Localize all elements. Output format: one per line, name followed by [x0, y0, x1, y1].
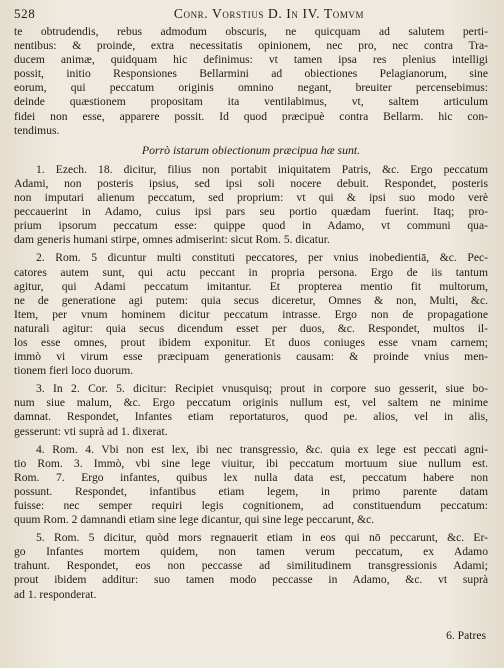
text-line: tio Rom. 3. Immò, vbi sine lege viuitur, ibi peccatum mortuum siue nullum est.	[14, 456, 488, 470]
body-text	[14, 25, 488, 602]
text-line: naturali agitur: quia secus dicendum esset per duos, &c. Respondet, multos il-	[14, 321, 488, 335]
section-heading: Porrò istarum obiectionum præcipua hæ sunt.	[141, 142, 361, 157]
text-line: quum Rom. 2 damnandi etiam sine lege dicantur, qui sine lege peccarunt, &c.	[14, 513, 375, 527]
page-header	[14, 6, 488, 22]
text-line: agitur, qui Adami peccatum imitantur. Et propterea mentio fit multorum,	[14, 279, 488, 293]
text-line: fidei non esse, apparere possit. Id quod præcipuè contra Bellarm. hic con-	[14, 109, 488, 123]
numbered-paragraph-3	[14, 382, 488, 438]
text-line: prium ipsorum peccatum esse: quippe quod in Adamo, vt communi qua-	[14, 219, 488, 233]
text-line: ducem animæ, quidquam hic definimus: vt tamen ipsa res plenius intelligi	[14, 53, 488, 67]
text-line: Rom. 7. Ergo infantes, quibus lex nulla data est, peccatum habere non	[14, 470, 488, 484]
text-line: prout ibidem additur: suo tamen modo peccasse in Adamo, &c. vt suprà	[14, 573, 488, 587]
text-line: num siue malum, &c. Ergo peccatum originis nullum est, vel saltem ne minime	[14, 396, 488, 410]
catchword: 6. Patres	[446, 629, 486, 642]
intro-paragraph	[14, 25, 488, 138]
text-line: los esse omnes, prout ibidem exponitur. Et duos coniuges esse vnam carnem;	[14, 335, 488, 349]
text-line: ne de generatione agi putem: quia secus diceretur, Omnes & non, Multi, &c.	[14, 293, 488, 307]
text-line: tendimus.	[14, 123, 60, 137]
text-line: damnat. Respondet, Infantes etiam reportaturos, quod pe. alios, vel in alis,	[14, 410, 488, 424]
text-line: Adami, non posteris ipsius, sed ipsi soli nocere debuit. Respondet, posteris	[14, 176, 488, 190]
numbered-paragraph-5	[14, 531, 488, 601]
numbered-paragraph-1	[14, 163, 488, 248]
text-line: ad 1. responderat.	[14, 587, 97, 601]
text-line: possunt. Respondet, infantibus etiam legem, in primo parente datam	[14, 484, 488, 498]
numbered-paragraph-4	[14, 443, 488, 528]
text-line: dam generis humani stirpe, omnes admiserint: sicut Rom. 5. dicatur.	[14, 233, 330, 247]
text-line: nentibus: & proinde, extra necessitatis opinionem, nec pro, nec contra Tra-	[14, 39, 488, 53]
text-line: Item, per vnum hominem dicitur peccatum intrasse. Ergo non de propagatione	[14, 307, 488, 321]
text-line: eorum, qui peccatum originis omnino negant, breuiter percensebimus:	[14, 81, 488, 95]
page-number: 528	[14, 6, 36, 21]
numbered-paragraph-2	[14, 251, 488, 378]
text-line: 4. Rom. 4. Vbi non est lex, ibi nec transgressio, &c. quia ex lege est peccati agni-	[36, 442, 488, 456]
text-line: peccauerint in Adamo, cuius ipsi pars seu portio quædam fuerint. Itaq; pro-	[14, 205, 488, 219]
text-line: 1. Ezech. 18. dicitur, filius non portabit iniquitatem Patris, &c. Ergo peccatum	[36, 162, 488, 176]
text-line: tionem fieri loco duorum.	[14, 364, 134, 378]
running-head: Conr. Vorstius D. In IV. Tomvm	[173, 6, 365, 21]
text-line: 3. In 2. Cor. 5. dicitur: Recipiet vnusquisq; prout in corpore suo gesserit, siue bo-	[36, 382, 488, 396]
text-line: deinde quæstionem propositam ita ventilabimus, vt, saltem articulum	[14, 95, 488, 109]
text-line: fuisse: nec semper requiri legis cognitionem, ad constituendum peccatum:	[14, 499, 488, 512]
text-line: possit, initio Responsiones Bellarmini ad obiectiones Pelagianorum, sine	[14, 67, 488, 81]
text-line: go Infantes mortem quidem, non tamen verum peccatum, ex Adamo	[14, 545, 488, 559]
text-line: 2. Rom. 5 dicuntur multi constituti peccatores, per vnius inobedientiā, &c. Pec-	[36, 251, 488, 265]
text-line: non imputari alienum peccatum, sed proprium: vt qui & ipsi suo modo verè	[14, 191, 488, 205]
text-line: trahunt. Respondet, eos non peccasse ad similitudinem transgressionis Adami;	[14, 559, 488, 573]
text-line: catores autem sunt, qui actu peccant in propria persona. Ergo de iis tantum	[14, 265, 488, 279]
text-line: 5. Rom. 5 dicitur, quòd mors regnauerit etiam in eos qui nō peccarunt, &c. Er-	[36, 531, 488, 545]
text-line: gesserunt: vti suprà ad 1. dixerat.	[14, 424, 168, 438]
text-line: te obtrudendis, rebus admodum obscuris, ne quicquam ad salutem perti-	[14, 25, 488, 38]
text-line: immò vi virum esse præcipuam generationis causam: & proinde vnius men-	[14, 350, 488, 364]
